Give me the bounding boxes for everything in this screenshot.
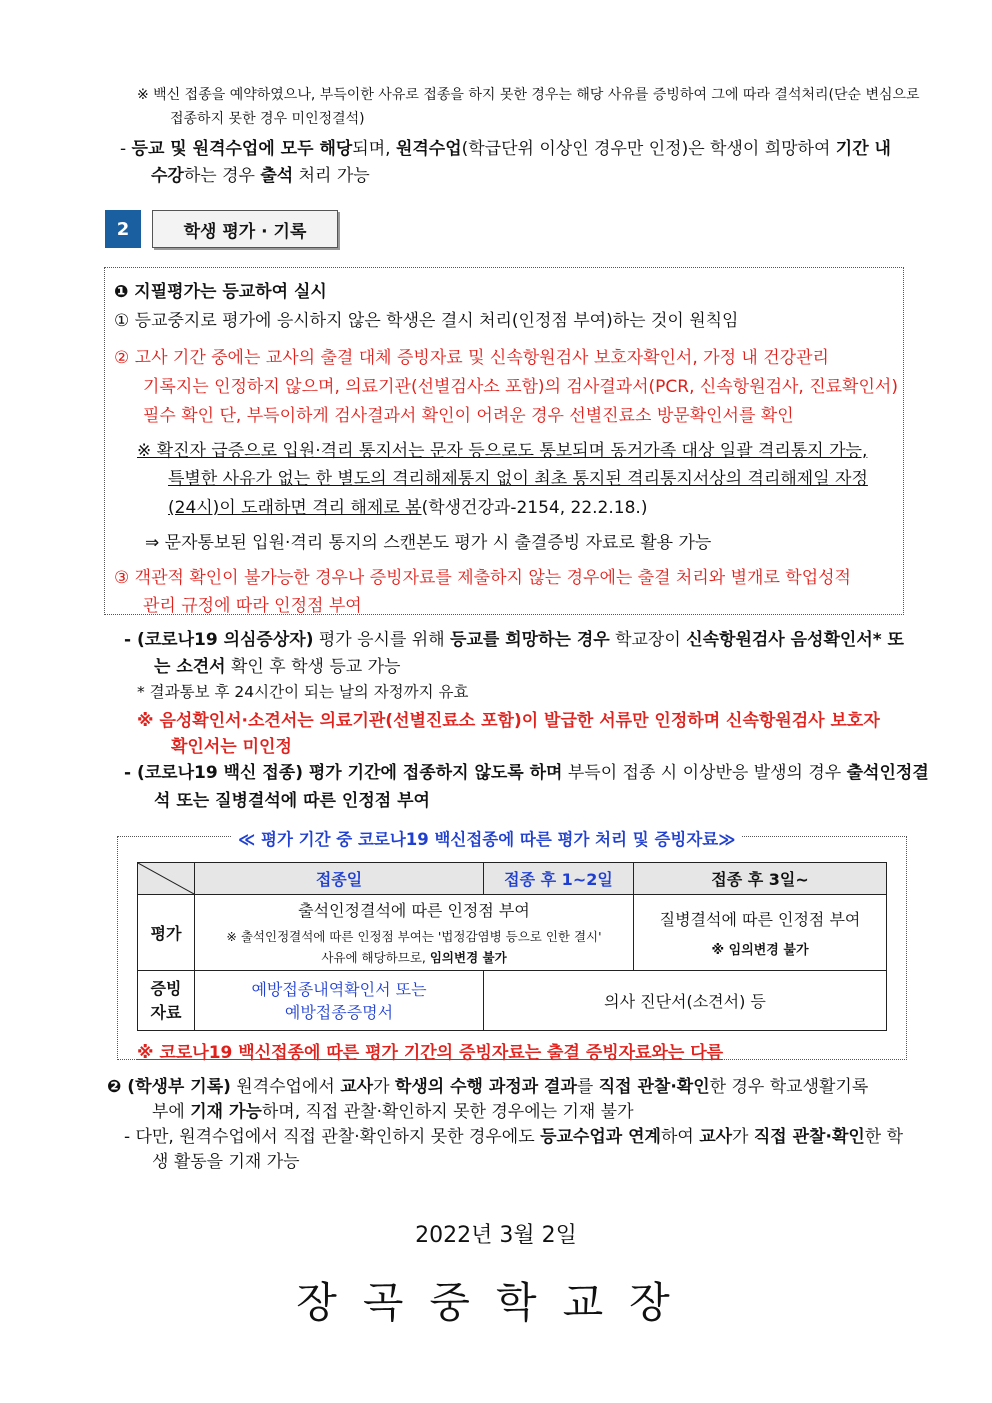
document-date: 2022년 3월 2일 (415, 1223, 577, 1248)
evidence-cell-2: 의사 진단서(소견서) 등 (484, 971, 887, 1031)
intro-note-line2: 접종하지 못한 경우 미인정결석) (170, 111, 365, 127)
col-vaccination-day: 접종일 (195, 863, 484, 895)
evaluation-cell-1 (195, 895, 634, 971)
vaccine-table-title: ≪ 평가 기간 중 코로나19 백신접종에 따른 평가 처리 및 증빙자료≫ (232, 826, 742, 850)
vaccine-line1: - (코로나19 백신 접종) 평가 기간에 접종하지 않도록 하며 부득이 접종 시 이상반응 발생의 경우 출석인정결 (124, 763, 929, 783)
record-dash-line2: 생 활동을 기재 가능 (152, 1152, 300, 1172)
record-line1: ❷ (학생부 기록) 원격수업에서 교사가 학생의 수행 과정과 결과를 직접 관찰·확인한 경우 학교생활기록 (107, 1077, 869, 1097)
table-corner-cell (138, 863, 195, 895)
suspected-case-line1: - (코로나19 의심증상자) 평가 응시를 위해 등교를 희망하는 경우 학교장이 신속항원검사 음성확인서* 또 (124, 630, 904, 650)
col-3-days: 접종 후 3일~ (634, 863, 887, 895)
evaluation-cell-1-note2: 사유에 해당하므로, 임의변경 불가 (321, 949, 507, 965)
evaluation-cell-2-main: 질병결석에 따른 인정점 부여 (659, 910, 861, 929)
box1-item2-line2: 기록지는 인정하지 않으며, 의료기관(선별검사소 포함)의 검사결과서(PCR, 신속항원검사, 진료확인서) (143, 377, 898, 397)
box1-item3-line2: 관리 규정에 따라 인정점 부여 (143, 596, 362, 616)
star-note: * 결과통보 후 24시간이 되는 날의 자정까지 유효 (137, 683, 469, 701)
evidence-cell-1: 예방접종내역확인서 또는 예방접종증명서 (195, 971, 484, 1031)
box1-arrow-note: ⇒ 문자통보된 입원·격리 통지의 스캔본도 평가 시 출결증빙 자료로 활용 가능 (145, 533, 712, 553)
evaluation-cell-2 (634, 895, 887, 971)
record-dash-line1: - 다만, 원격수업에서 직접 관찰·확인하지 못한 경우에도 등교수업과 연계하여 교사가 직접 관찰·확인한 학 (124, 1127, 904, 1147)
record-line2: 부에 기재 가능하며, 직접 관찰·확인하지 못한 경우에는 기재 불가 (152, 1102, 634, 1122)
box1-note-line1: ※ 확진자 급증으로 입원·격리 통지서는 문자 등으로도 통보되며 동거가족 대상 일괄 격리통지 가능, (137, 441, 868, 461)
section-number: 2 (105, 210, 141, 248)
warning-line2: 확인서는 미인정 (171, 737, 292, 757)
vaccine-line2: 석 또는 질병결석에 따른 인정점 부여 (154, 791, 430, 811)
table-footnote: ※ 코로나19 백신접종에 따른 평가 기간의 증빙자료는 출결 증빙자료와는 다름 (137, 1043, 724, 1063)
box1-item2-line1: ② 고사 기간 중에는 교사의 출결 대체 증빙자료 및 신속항원검사 보호자확인서, 가정 내 건강관리 (114, 348, 829, 368)
suspected-case-line2: 는 소견서 확인 후 학생 등교 가능 (154, 657, 401, 677)
school-principal: 장곡중학교장 (296, 1278, 696, 1327)
section-title: 학생 평가 · 기록 (152, 210, 338, 248)
intro-dash1-line2: 수강하는 경우 출석 처리 가능 (151, 166, 370, 186)
box1-note-line3: (24시)이 도래하면 격리 해제로 봄(학생건강과-2154, 22.2.18.) (168, 498, 648, 518)
intro-dash1-line1: - 등교 및 원격수업에 모두 해당되며, 원격수업(학급단위 이상인 경우만 인정)은 학생이 희망하여 기간 내 (120, 139, 891, 159)
col-1-2-days: 접종 후 1~2일 (484, 863, 634, 895)
vaccine-table (137, 862, 887, 1031)
box1-item2-line3: 필수 확인 단, 부득이하게 검사결과서 확인이 어려운 경우 선별진료소 방문확인서를 확인 (143, 406, 794, 426)
evaluation-cell-2-note: ※ 임의변경 불가 (711, 943, 809, 958)
box1-item3-line1: ③ 객관적 확인이 불가능한 경우나 증빙자료를 제출하지 않는 경우에는 출결 처리와 별개로 학업성적 (114, 568, 851, 588)
warning-line1: ※ 음성확인서·소견서는 의료기관(선별진료소 포함)이 발급한 서류만 인정하며 신속항원검사 보호자 (137, 711, 880, 731)
box1-heading: ❶ 지필평가는 등교하여 실시 (114, 282, 327, 302)
box1-item1: ① 등교중지로 평가에 응시하지 않은 학생은 결시 처리(인정점 부여)하는 것이 원칙임 (114, 311, 739, 331)
intro-note-line1: ※ 백신 접종을 예약하였으나, 부득이한 사유로 접종을 하지 못한 경우는 해당 사유를 증빙하여 그에 따라 결석처리(단순 변심으로 (137, 87, 920, 103)
box1-note-line2: 특별한 사유가 없는 한 별도의 격리해제통지 없이 최초 통지된 격리통지서상의 격리해제일 자정 (168, 469, 868, 489)
evaluation-cell-1-note1: ※ 출석인정결석에 따른 인정점 부여는 '법정감염병 등으로 인한 결시' (226, 928, 602, 944)
row-evidence-label: 증빙 자료 (138, 971, 195, 1031)
evaluation-cell-1-main: 출석인정결석에 따른 인정점 부여 (298, 900, 530, 920)
row-evaluation-label: 평가 (138, 895, 195, 971)
